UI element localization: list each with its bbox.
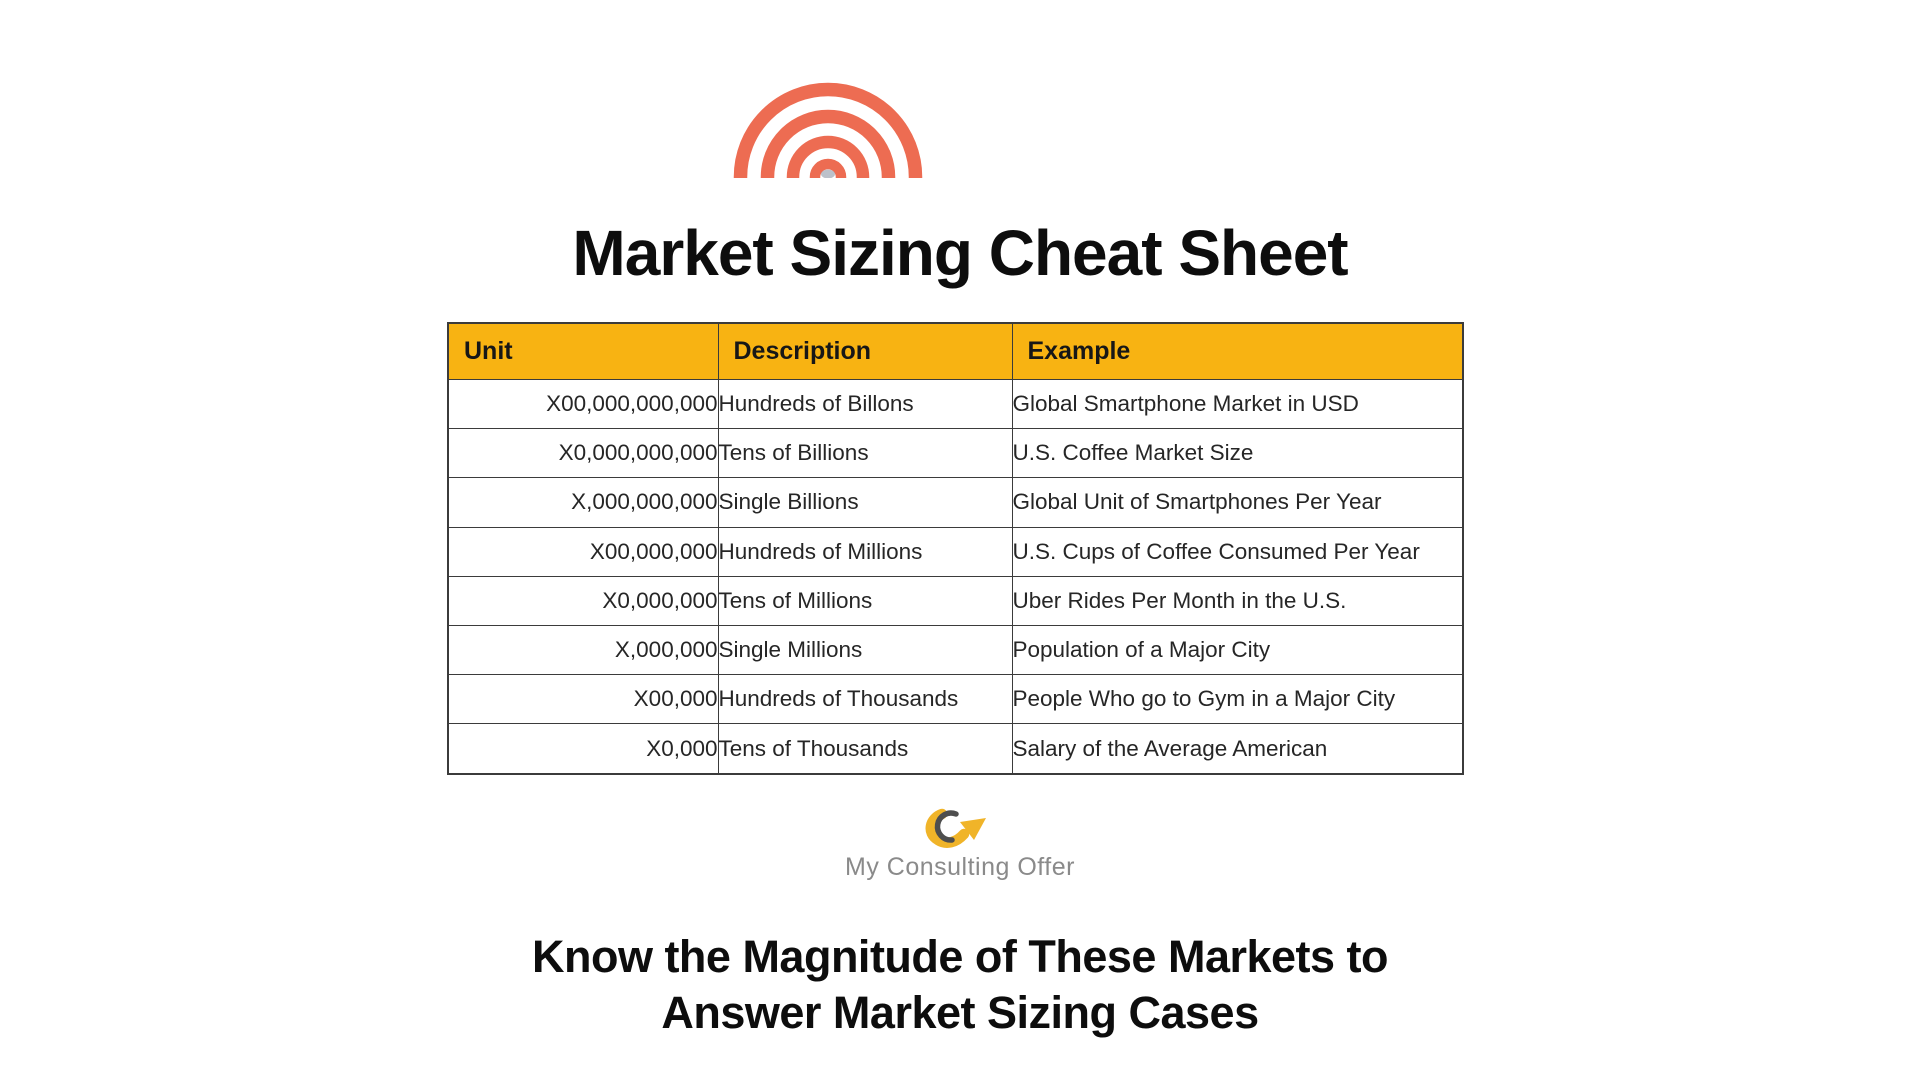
column-header-description: Description (718, 323, 1012, 380)
example-cell: Population of a Major City (1012, 625, 1463, 674)
column-header-example: Example (1012, 323, 1463, 380)
unit-cell: X,000,000,000 (448, 478, 718, 527)
unit-cell: X00,000,000 (448, 527, 718, 576)
example-cell: Global Smartphone Market in USD (1012, 380, 1463, 429)
unit-cell: X00,000 (448, 675, 718, 724)
magnitude-table (447, 322, 1464, 775)
footer-heading-line1: Know the Magnitude of These Markets to (531, 931, 1389, 982)
footer-heading (0, 929, 1920, 1041)
description-cell: Hundreds of Thousands (718, 675, 1012, 724)
table-row (448, 576, 1463, 625)
table-row (448, 625, 1463, 674)
table-header-row (448, 323, 1463, 380)
footer-brand (0, 806, 1920, 882)
table-row (448, 675, 1463, 724)
example-cell: Global Unit of Smartphones Per Year (1012, 478, 1463, 527)
example-cell: U.S. Coffee Market Size (1012, 429, 1463, 478)
table-row (448, 429, 1463, 478)
description-cell: Single Billions (718, 478, 1012, 527)
footer-brand-name: My Consulting Offer (845, 853, 1075, 881)
unit-cell: X,000,000 (448, 625, 718, 674)
table-row (448, 380, 1463, 429)
table-row (448, 724, 1463, 774)
unit-cell: X0,000,000 (448, 576, 718, 625)
unit-cell: X00,000,000,000 (448, 380, 718, 429)
table-body (448, 380, 1463, 775)
description-cell: Tens of Billions (718, 429, 1012, 478)
curved-arrow-icon (925, 806, 989, 852)
page-title: Market Sizing Cheat Sheet (572, 217, 1348, 289)
radar-arcs-icon (733, 82, 923, 178)
example-cell: Salary of the Average American (1012, 724, 1463, 774)
unit-cell: X0,000 (448, 724, 718, 774)
description-cell: Hundreds of Billons (718, 380, 1012, 429)
example-cell: Uber Rides Per Month in the U.S. (1012, 576, 1463, 625)
example-cell: U.S. Cups of Coffee Consumed Per Year (1012, 527, 1463, 576)
unit-cell: X0,000,000,000 (448, 429, 718, 478)
description-cell: Single Millions (718, 625, 1012, 674)
description-cell: Tens of Thousands (718, 724, 1012, 774)
table-row (448, 478, 1463, 527)
description-cell: Tens of Millions (718, 576, 1012, 625)
table-row (448, 527, 1463, 576)
example-cell: People Who go to Gym in a Major City (1012, 675, 1463, 724)
column-header-unit: Unit (448, 323, 718, 380)
footer-heading-line2: Answer Market Sizing Cases (661, 987, 1259, 1038)
description-cell: Hundreds of Millions (718, 527, 1012, 576)
